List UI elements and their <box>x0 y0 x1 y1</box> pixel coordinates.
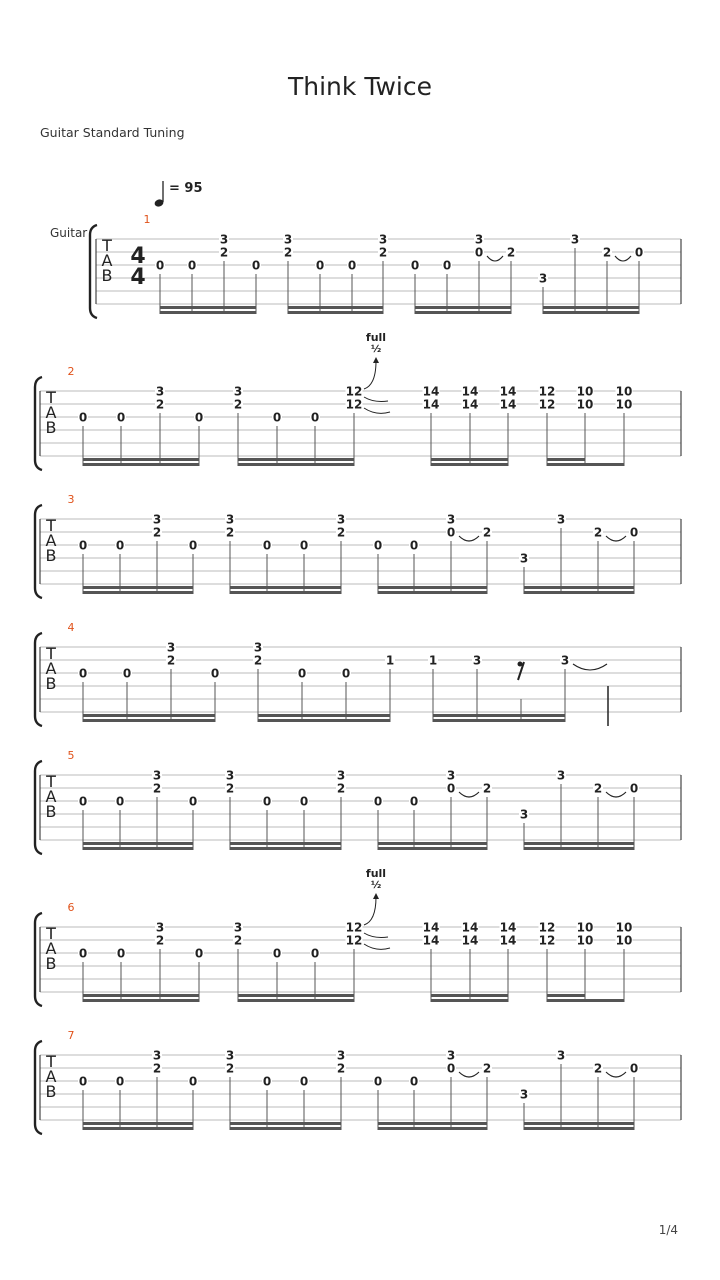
beam <box>524 1122 634 1125</box>
tie-arc <box>459 792 479 797</box>
beam <box>543 311 639 314</box>
fret-number: 0 <box>78 666 88 681</box>
tab-clef-letter: A <box>45 787 57 806</box>
fret-number: 12 <box>538 397 556 412</box>
fret-number: 10 <box>615 384 633 399</box>
fret-number: 0 <box>251 258 261 273</box>
fret-number: 3 <box>283 232 293 247</box>
beam <box>230 1122 341 1125</box>
fret-number: 2 <box>155 397 165 412</box>
fret-number: 3 <box>560 653 570 668</box>
beam <box>431 458 508 461</box>
fret-number: 0 <box>262 1074 272 1089</box>
fret-number: 14 <box>499 384 517 399</box>
fret-number: 0 <box>474 245 484 260</box>
fret-number: 1 <box>385 653 395 668</box>
tab-clef-letter: T <box>46 772 56 791</box>
fret-number: 3 <box>446 768 456 783</box>
tie-arc <box>573 664 607 670</box>
tab-system <box>50 181 681 318</box>
fret-number: 10 <box>576 933 594 948</box>
tab-clef-letter: T <box>46 516 56 535</box>
fret-number: 14 <box>461 384 479 399</box>
tab-clef-letter: B <box>101 266 113 285</box>
fret-number: 0 <box>373 794 383 809</box>
beam <box>543 306 639 309</box>
beam <box>160 306 256 309</box>
beam <box>83 586 193 589</box>
fret-number: 12 <box>345 920 363 935</box>
fret-number: 3 <box>336 1048 346 1063</box>
fret-number: 0 <box>446 525 456 540</box>
beam <box>524 586 634 589</box>
tab-system <box>35 621 681 726</box>
tuning-label: Guitar Standard Tuning <box>40 125 185 140</box>
bend-amount-full: full <box>365 331 387 344</box>
fret-number: 12 <box>538 920 556 935</box>
beam <box>378 842 487 845</box>
beam <box>230 586 341 589</box>
beam <box>378 1127 487 1130</box>
beam <box>83 1127 193 1130</box>
eighth-rest-dot <box>518 662 523 667</box>
beam <box>230 847 341 850</box>
beam <box>524 842 634 845</box>
fret-number: 3 <box>166 640 176 655</box>
fret-number: 0 <box>78 538 88 553</box>
fret-number: 3 <box>519 551 529 566</box>
fret-number: 2 <box>336 1061 346 1076</box>
tab-clef-letter: A <box>45 531 57 550</box>
tab-clef-letter: A <box>45 939 57 958</box>
fret-number: 0 <box>299 1074 309 1089</box>
tie-arc <box>606 536 626 541</box>
fret-number: 10 <box>615 920 633 935</box>
bend-amount-half: ½ <box>370 344 382 355</box>
fret-number: 0 <box>341 666 351 681</box>
fret-number: 0 <box>272 946 282 961</box>
fret-number: 14 <box>461 920 479 935</box>
beam <box>431 994 508 997</box>
fret-number: 0 <box>634 245 644 260</box>
track-label: Guitar <box>50 226 88 240</box>
fret-number: 0 <box>116 946 126 961</box>
fret-number: 3 <box>152 768 162 783</box>
fret-number: 0 <box>409 794 419 809</box>
fret-number: 2 <box>166 653 176 668</box>
fret-number: 0 <box>115 1074 125 1089</box>
beam <box>415 306 511 309</box>
tab-system <box>35 331 681 470</box>
tab-clef-letter: B <box>45 802 57 821</box>
tie-arc <box>487 256 503 261</box>
fret-number: 14 <box>461 933 479 948</box>
beam <box>258 719 390 722</box>
fret-number: 14 <box>422 397 440 412</box>
tab-clef-letter: T <box>46 388 56 407</box>
bend-arrow-icon <box>373 357 379 363</box>
tab-clef-letter: T <box>46 644 56 663</box>
beam <box>83 842 193 845</box>
beam <box>288 311 383 314</box>
fret-number: 3 <box>225 768 235 783</box>
fret-number: 3 <box>556 1048 566 1063</box>
fret-number: 0 <box>78 946 88 961</box>
fret-number: 14 <box>461 397 479 412</box>
measure-number: 1 <box>143 213 151 226</box>
tab-clef-letter: T <box>102 236 112 255</box>
beam <box>378 591 487 594</box>
bend-arrow-icon <box>373 893 379 899</box>
fret-number: 2 <box>336 525 346 540</box>
beam <box>83 591 193 594</box>
beam <box>433 714 565 717</box>
fret-number: 3 <box>474 232 484 247</box>
measure-number: 2 <box>67 365 75 378</box>
beam <box>83 999 199 1002</box>
fret-number: 2 <box>593 1061 603 1076</box>
tempo-value: = 95 <box>169 181 203 196</box>
fret-number: 3 <box>225 1048 235 1063</box>
bend-amount-full: full <box>365 867 387 880</box>
fret-number: 0 <box>122 666 132 681</box>
tie-arc <box>606 792 626 797</box>
beam <box>238 458 354 461</box>
fret-number: 0 <box>194 410 204 425</box>
fret-number: 0 <box>310 946 320 961</box>
tab-clef-letter: T <box>46 1052 56 1071</box>
beam <box>547 458 585 461</box>
fret-number: 0 <box>442 258 452 273</box>
time-signature-top: 4 <box>130 244 146 269</box>
fret-number: 2 <box>233 933 243 948</box>
fret-number: 3 <box>378 232 388 247</box>
fret-number: 3 <box>556 512 566 527</box>
tie-arc <box>459 536 479 541</box>
fret-number: 2 <box>482 1061 492 1076</box>
fret-number: 0 <box>115 794 125 809</box>
measure-number: 4 <box>67 621 75 634</box>
beam <box>83 458 199 461</box>
fret-number: 14 <box>499 920 517 935</box>
fret-number: 3 <box>336 512 346 527</box>
fret-number: 0 <box>629 1061 639 1076</box>
fret-number: 2 <box>152 1061 162 1076</box>
fret-number: 2 <box>283 245 293 260</box>
fret-number: 0 <box>299 538 309 553</box>
fret-number: 0 <box>446 1061 456 1076</box>
fret-number: 3 <box>219 232 229 247</box>
beam <box>160 311 256 314</box>
beam <box>378 586 487 589</box>
fret-number: 3 <box>472 653 482 668</box>
beam <box>431 999 508 1002</box>
beam <box>83 847 193 850</box>
tie-arc <box>459 1072 479 1077</box>
fret-number: 2 <box>336 781 346 796</box>
tab-clef-letter: B <box>45 546 57 565</box>
beam <box>288 306 383 309</box>
fret-number: 0 <box>347 258 357 273</box>
tab-clef-letter: A <box>101 251 113 270</box>
beam <box>378 847 487 850</box>
bend-release-tie <box>364 397 388 402</box>
fret-number: 2 <box>225 1061 235 1076</box>
fret-number: 0 <box>410 258 420 273</box>
time-signature-bottom: 4 <box>130 265 146 290</box>
fret-number: 0 <box>310 410 320 425</box>
tab-system <box>35 1029 681 1134</box>
measure-number: 5 <box>67 749 75 762</box>
fret-number: 0 <box>262 538 272 553</box>
fret-number: 3 <box>538 271 548 286</box>
fret-number: 2 <box>253 653 263 668</box>
bend-amount-half: ½ <box>370 880 382 891</box>
fret-number: 1 <box>428 653 438 668</box>
beam <box>230 1127 341 1130</box>
tab-clef-letter: B <box>45 1082 57 1101</box>
fret-number: 2 <box>219 245 229 260</box>
fret-number: 2 <box>225 781 235 796</box>
bend-curve <box>364 361 376 389</box>
beam <box>230 591 341 594</box>
fret-number: 2 <box>378 245 388 260</box>
tab-clef-letter: A <box>45 403 57 422</box>
tie-arc <box>606 1072 626 1077</box>
fret-number: 0 <box>373 1074 383 1089</box>
fret-number: 2 <box>482 781 492 796</box>
fret-number: 3 <box>519 807 529 822</box>
fret-number: 3 <box>152 1048 162 1063</box>
fret-number: 3 <box>336 768 346 783</box>
fret-number: 12 <box>345 397 363 412</box>
fret-number: 3 <box>556 768 566 783</box>
fret-number: 2 <box>225 525 235 540</box>
beam <box>378 1122 487 1125</box>
bend-release-tie <box>364 933 388 938</box>
measure-number: 3 <box>67 493 75 506</box>
fret-number: 10 <box>615 397 633 412</box>
fret-number: 0 <box>297 666 307 681</box>
fret-number: 2 <box>482 525 492 540</box>
fret-number: 12 <box>345 933 363 948</box>
tab-clef-letter: B <box>45 418 57 437</box>
fret-number: 0 <box>446 781 456 796</box>
fret-number: 12 <box>538 384 556 399</box>
fret-number: 12 <box>538 933 556 948</box>
fret-number: 2 <box>593 525 603 540</box>
fret-number: 2 <box>152 525 162 540</box>
fret-number: 14 <box>499 933 517 948</box>
fret-number: 0 <box>373 538 383 553</box>
fret-number: 0 <box>629 781 639 796</box>
fret-number: 14 <box>422 933 440 948</box>
fret-number: 0 <box>409 538 419 553</box>
beam <box>238 999 354 1002</box>
beam <box>238 463 354 466</box>
tab-system <box>35 493 681 598</box>
fret-number: 2 <box>155 933 165 948</box>
fret-number: 0 <box>262 794 272 809</box>
beam <box>547 999 624 1002</box>
tab-system <box>35 749 681 854</box>
beam <box>431 463 508 466</box>
fret-number: 12 <box>345 384 363 399</box>
beam <box>415 311 511 314</box>
fret-number: 3 <box>570 232 580 247</box>
bend-release-tie <box>364 408 390 413</box>
fret-number: 0 <box>188 1074 198 1089</box>
fret-number: 0 <box>116 410 126 425</box>
fret-number: 3 <box>446 1048 456 1063</box>
fret-number: 0 <box>115 538 125 553</box>
fret-number: 10 <box>576 384 594 399</box>
measure-number: 7 <box>67 1029 75 1042</box>
fret-number: 0 <box>188 794 198 809</box>
fret-number: 0 <box>188 538 198 553</box>
beam <box>83 714 215 717</box>
fret-number: 2 <box>152 781 162 796</box>
tab-system <box>35 867 681 1006</box>
beam <box>83 719 215 722</box>
beam <box>524 847 634 850</box>
fret-number: 2 <box>593 781 603 796</box>
beam <box>83 463 199 466</box>
bend-curve <box>364 897 376 925</box>
tab-clef-letter: B <box>45 954 57 973</box>
fret-number: 14 <box>422 920 440 935</box>
beam <box>547 994 585 997</box>
fret-number: 0 <box>78 794 88 809</box>
beam <box>230 842 341 845</box>
fret-number: 10 <box>615 933 633 948</box>
beam <box>258 714 390 717</box>
tie-arc <box>615 256 631 261</box>
fret-number: 0 <box>409 1074 419 1089</box>
fret-number: 3 <box>519 1087 529 1102</box>
fret-number: 0 <box>78 1074 88 1089</box>
fret-number: 14 <box>422 384 440 399</box>
fret-number: 0 <box>187 258 197 273</box>
fret-number: 10 <box>576 920 594 935</box>
fret-number: 0 <box>299 794 309 809</box>
measure-number: 6 <box>67 901 75 914</box>
fret-number: 0 <box>210 666 220 681</box>
fret-number: 3 <box>253 640 263 655</box>
fret-number: 3 <box>446 512 456 527</box>
beam <box>83 994 199 997</box>
fret-number: 0 <box>272 410 282 425</box>
fret-number: 3 <box>233 384 243 399</box>
beam <box>524 1127 634 1130</box>
fret-number: 2 <box>233 397 243 412</box>
fret-number: 0 <box>194 946 204 961</box>
page-number: 1/4 <box>658 1223 678 1237</box>
beam <box>83 1122 193 1125</box>
tab-clef-letter: T <box>46 924 56 943</box>
fret-number: 3 <box>155 384 165 399</box>
fret-number: 0 <box>315 258 325 273</box>
fret-number: 3 <box>155 920 165 935</box>
fret-number: 3 <box>233 920 243 935</box>
fret-number: 3 <box>152 512 162 527</box>
fret-number: 2 <box>602 245 612 260</box>
fret-number: 14 <box>499 397 517 412</box>
fret-number: 0 <box>629 525 639 540</box>
tab-clef-letter: B <box>45 674 57 693</box>
fret-number: 0 <box>78 410 88 425</box>
tab-clef-letter: A <box>45 1067 57 1086</box>
beam <box>547 463 624 466</box>
fret-number: 2 <box>506 245 516 260</box>
fret-number: 10 <box>576 397 594 412</box>
tab-clef-letter: A <box>45 659 57 678</box>
song-title: Think Twice <box>288 72 432 101</box>
beam <box>524 591 634 594</box>
beam <box>238 994 354 997</box>
beam <box>433 719 565 722</box>
fret-number: 3 <box>225 512 235 527</box>
bend-release-tie <box>364 944 390 949</box>
fret-number: 0 <box>155 258 165 273</box>
